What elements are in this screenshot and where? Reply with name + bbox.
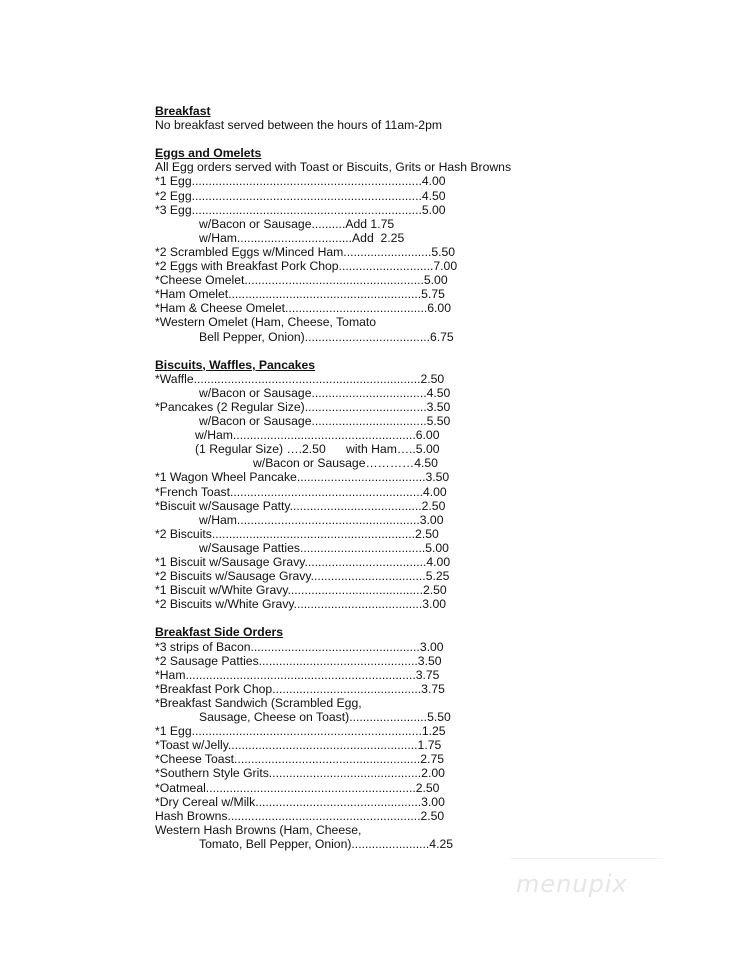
menu-line: w/Ham..................................Add 2.25 <box>199 230 405 245</box>
menu-line: w/Bacon or Sausage..........Add 1.75 <box>199 216 395 231</box>
menu-line: Tomato, Bell Pepper, Onion).......................4.25 <box>199 836 454 851</box>
section-heading: Biscuits, Waffles, Pancakes <box>155 357 316 372</box>
menu-line: w/Ham......................................................3.00 <box>199 512 444 527</box>
menu-line: *2 Biscuits w/White Gravy......................................3.00 <box>155 597 446 612</box>
menu-line: w/Bacon or Sausage…………4.50 <box>253 456 438 471</box>
menu-line: *French Toast.........................................................4.00 <box>155 484 447 499</box>
menu-line: *Ham Omelet.........................................................5.75 <box>155 287 445 302</box>
menu-line: w/Bacon or Sausage..................................4.50 <box>199 385 451 400</box>
menu-line: *2 Scrambled Eggs w/Minced Ham..........................5.50 <box>155 244 456 259</box>
menu-line: *2 Biscuits............................................................2.50 <box>155 526 439 541</box>
menu-line: *Breakfast Pork Chop............................................3.75 <box>155 681 445 696</box>
menu-line: *Cheese Toast.......................................................2.75 <box>155 752 444 767</box>
menu-line: w/Sausage Patties.....................................5.00 <box>199 540 449 555</box>
menu-page <box>155 104 575 851</box>
menu-line: w/Ham......................................................6.00 <box>195 428 440 443</box>
menu-line: *1 Egg....................................................................4.00 <box>155 174 446 189</box>
menu-line: *Toast w/Jelly........................................................1.75 <box>155 738 442 753</box>
section-heading: Breakfast Side Orders <box>155 625 284 640</box>
menu-line: Bell Pepper, Onion).....................................6.75 <box>199 329 454 344</box>
menu-line: *2 Eggs with Breakfast Pork Chop............................7.00 <box>155 259 458 274</box>
menu-line: *3 Egg....................................................................5.00 <box>155 202 446 217</box>
menu-line: *2 Sausage Patties...............................................3.50 <box>155 653 442 668</box>
watermark-rule <box>510 858 662 859</box>
menu-line: *Pancakes (2 Regular Size)....................................3.50 <box>155 399 451 414</box>
section-spacer <box>155 344 575 358</box>
section-spacer <box>155 132 575 146</box>
menu-line: *Cheese Omelet.....................................................5.00 <box>155 273 448 288</box>
menu-line: Hash Browns.........................................................2.50 <box>155 808 445 823</box>
menu-line: *1 Wagon Wheel Pancake......................................3.50 <box>155 470 450 485</box>
menu-line: *Ham & Cheese Omelet..........................................6.00 <box>155 301 451 316</box>
menu-line: *Dry Cereal w/Milk.................................................3.00 <box>155 794 445 809</box>
menu-line: *1 Biscuit w/White Gravy........................................2.50 <box>155 583 447 598</box>
menu-line: *2 Biscuits w/Sausage Gravy..................................5.25 <box>155 569 450 584</box>
menu-line: *2 Egg....................................................................4.50 <box>155 188 446 203</box>
menu-line: *3 strips of Bacon..................................................3.00 <box>155 639 444 654</box>
menupix-watermark: menupix <box>516 870 628 898</box>
menu-line: *1 Biscuit w/Sausage Gravy....................................4.00 <box>155 555 451 569</box>
menu-line: *Southern Style Grits.............................................2.00 <box>155 766 445 781</box>
menu-line: *Oatmeal..............................................................2.50 <box>155 780 440 795</box>
menu-line: Western Hash Browns (Ham, Cheese, <box>155 822 362 837</box>
section-heading: Breakfast <box>155 104 211 118</box>
menu-line: No breakfast served between the hours of 11am-2pm <box>155 118 443 133</box>
section-heading: Eggs and Omelets <box>155 146 262 161</box>
menu-line: *Western Omelet (Ham, Cheese, Tomato <box>155 315 377 330</box>
menu-line: All Egg orders served with Toast or Biscuits, Grits or Hash Browns <box>155 160 512 175</box>
menu-line: Sausage, Cheese on Toast).......................5.50 <box>199 710 451 725</box>
menu-line: *Breakfast Sandwich (Scrambled Egg, <box>155 695 362 710</box>
menu-line: *Waffle...................................................................2.50 <box>155 371 445 386</box>
menu-line: *Ham....................................................................3.75 <box>155 667 440 682</box>
menu-line: w/Bacon or Sausage..................................5.50 <box>199 414 451 429</box>
menu-line: *Biscuit w/Sausage Patty.......................................2.50 <box>155 498 446 513</box>
menu-line: (1 Regular Size) ….2.50 with Ham…..5.00 <box>195 442 440 457</box>
section-spacer <box>155 611 575 625</box>
menu-line: *1 Egg....................................................................1.25 <box>155 724 446 739</box>
